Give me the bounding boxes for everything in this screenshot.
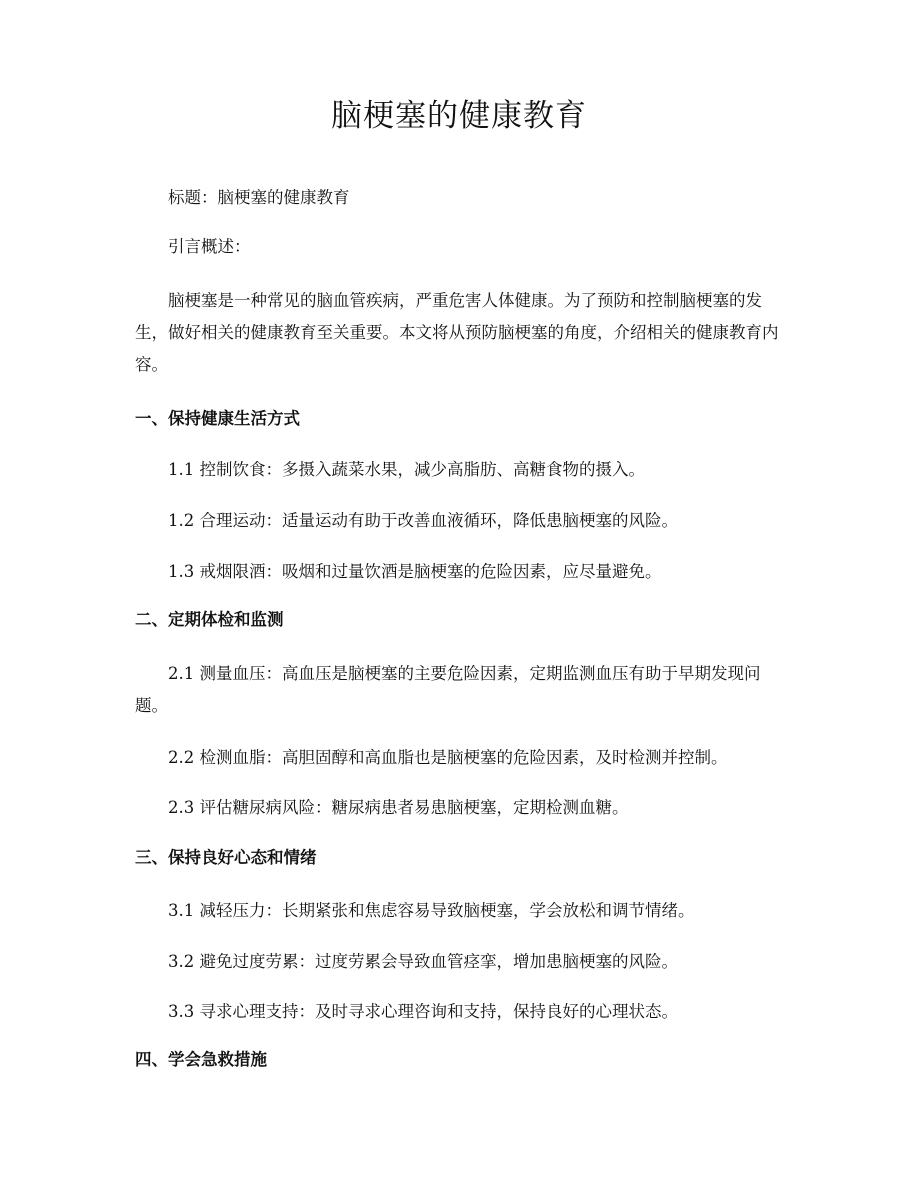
section-1-item-2: 1.2 合理运动：适量运动有助于改善血液循环，降低患脑梗塞的风险。 <box>168 511 678 530</box>
section-1-item-3: 1.3 戒烟限酒：吸烟和过量饮酒是脑梗塞的危险因素，应尽量避免。 <box>168 562 662 581</box>
intro-paragraph: 脑梗塞是一种常见的脑血管疾病，严重危害人体健康。为了预防和控制脑梗塞的发生，做好相关的健康教育至关重要。本文将从预防脑梗塞的角度，介绍相关的健康教育内容。 <box>135 291 779 374</box>
section-2-item-2: 2.2 检测血脂：高胆固醇和高血脂也是脑梗塞的危险因素，及时检测并控制。 <box>168 748 728 767</box>
section-2-item-1: 2.1 测量血压：高血压是脑梗塞的主要危险因素，定期监测血压有助于早期发现问题。 <box>135 664 761 715</box>
intro-label: 引言概述： <box>168 237 251 256</box>
section-heading-2: 二、定期体检和监测 <box>135 610 284 629</box>
document-title: 脑梗塞的健康教育 <box>331 98 587 134</box>
subtitle-line: 标题：脑梗塞的健康教育 <box>168 188 350 207</box>
section-3-item-3: 3.3 寻求心理支持：及时寻求心理咨询和支持，保持良好的心理状态。 <box>168 1002 678 1021</box>
section-heading-3: 三、保持良好心态和情绪 <box>135 848 317 867</box>
section-heading-1: 一、保持健康生活方式 <box>135 409 300 428</box>
section-1-item-1: 1.1 控制饮食：多摄入蔬菜水果，减少高脂肪、高糖食物的摄入。 <box>168 460 645 479</box>
section-2-item-3: 2.3 评估糖尿病风险：糖尿病患者易患脑梗塞，定期检测血糖。 <box>168 798 629 817</box>
section-3-item-2: 3.2 避免过度劳累：过度劳累会导致血管痉挛，增加患脑梗塞的风险。 <box>168 952 678 971</box>
section-3-item-1: 3.1 减轻压力：长期紧张和焦虑容易导致脑梗塞，学会放松和调节情绪。 <box>168 901 695 920</box>
section-heading-4: 四、学会急救措施 <box>135 1050 267 1069</box>
